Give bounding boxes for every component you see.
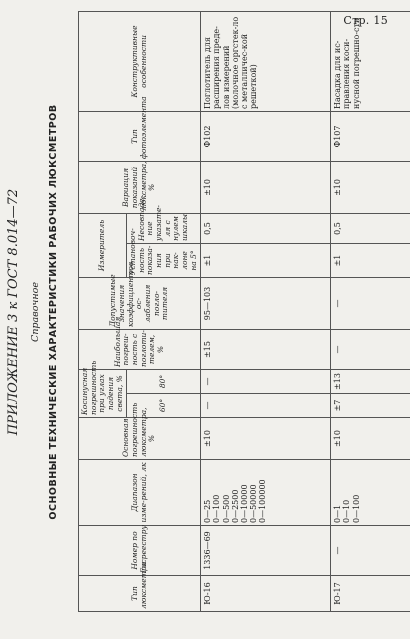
range-value: 0—500 [221,494,231,523]
header-photo-type: Тип фотоэлемента [79,111,201,161]
cell-basic-error: ±10 [331,418,410,460]
cell-design: Насадка для ис-правления коси-нусной погрешно-сти [331,11,410,111]
header-type: Тип люксметра [79,576,201,612]
table-row [331,11,410,611]
table-title: ОСНОВНЫЕ ТЕХНИЧЕСКИЕ ХАРАКТЕРИСТИКИ РАБОЧИХ ЛЮКСМЕТРОВ [48,104,59,520]
cell-absorber-coeff: 95—103 [201,277,331,329]
cell-type: Ю-16 [201,576,331,612]
table-row [201,11,331,611]
header-angle-60: 60° [127,394,201,418]
cell-meter-reading: ±1 [331,243,410,277]
cell-ranges [331,460,410,526]
cell-meter-zero: 0,5 [331,213,410,243]
cell-ranges [201,460,331,526]
header-absorber-coeff: Допустимые значения коэффициентов ос-лабления погло-тителя [79,277,201,329]
cell-photo-type: Ф107 [331,111,410,161]
cell-design: Поглотитель для расширения преде-лов измерений (молочное оргстек-ло с металличес-кой решеткой) [201,11,331,111]
cell-meter-zero: 0,5 [201,213,331,243]
header-meter-zero: Несовпаде-ние указате-ля с нулем шкалы [127,213,201,243]
appendix-subheading: Справочное [30,282,41,342]
header-meter: Измеритель [79,213,127,277]
cell-meter-reading: ±1 [201,243,331,277]
cell-max-error: — [331,329,410,369]
header-gosreestr: Номер по Госреестру [79,526,201,576]
range-value: 0—50000 [249,484,259,523]
cell-variation: ±10 [331,161,410,213]
cell-angle-80: — [201,369,331,393]
specs-table [78,11,410,612]
cell-variation: ±10 [201,161,331,213]
cell-photo-type: Ф102 [201,111,331,161]
appendix-heading: ПРИЛОЖЕНИЕ 3 к ГОСТ 8.014—72 [6,188,21,436]
cell-type: Ю-17 [331,576,410,612]
range-value: 0—10 [342,499,352,523]
header-angle-80: 80° [127,369,201,393]
cell-angle-60: — [201,394,331,418]
range-value: 0—2500 [230,489,240,523]
range-value: 0—1 [333,504,343,523]
range-value: 0—100 [351,494,361,523]
cell-absorber-coeff: — [331,277,410,329]
range-value: 0—100000 [258,479,268,523]
header-basic-error: Основная погрешность люксметра, % [79,418,201,460]
cell-basic-error: ±10 [201,418,331,460]
cell-gosreestr: 1336—69 [201,526,331,576]
page-number: Стр. 15 [343,14,388,27]
header-max-error: Наибольшая погреш-ность с поглоти-телем, % [79,329,201,369]
header-variation: Вариация показаний люксметра, % [79,161,201,213]
header-meter-reading: Установоч-ность показа-ния при нак-лоне на 5° [127,243,201,277]
cell-gosreestr: — [331,526,410,576]
header-cosine-error: Косинусная погрешность при углах падения света, % [79,369,127,417]
header-design: Конструктивные особенности [79,11,201,111]
cell-max-error: ±15 [201,329,331,369]
cell-angle-80: ±13 [331,369,410,393]
range-value: 0—25 [203,499,213,523]
cell-angle-60: ±7 [331,394,410,418]
header-range: Диапазон изме-рений, лк [79,460,201,526]
range-value: 0—10000 [239,484,249,523]
range-value: 0—100 [212,494,222,523]
